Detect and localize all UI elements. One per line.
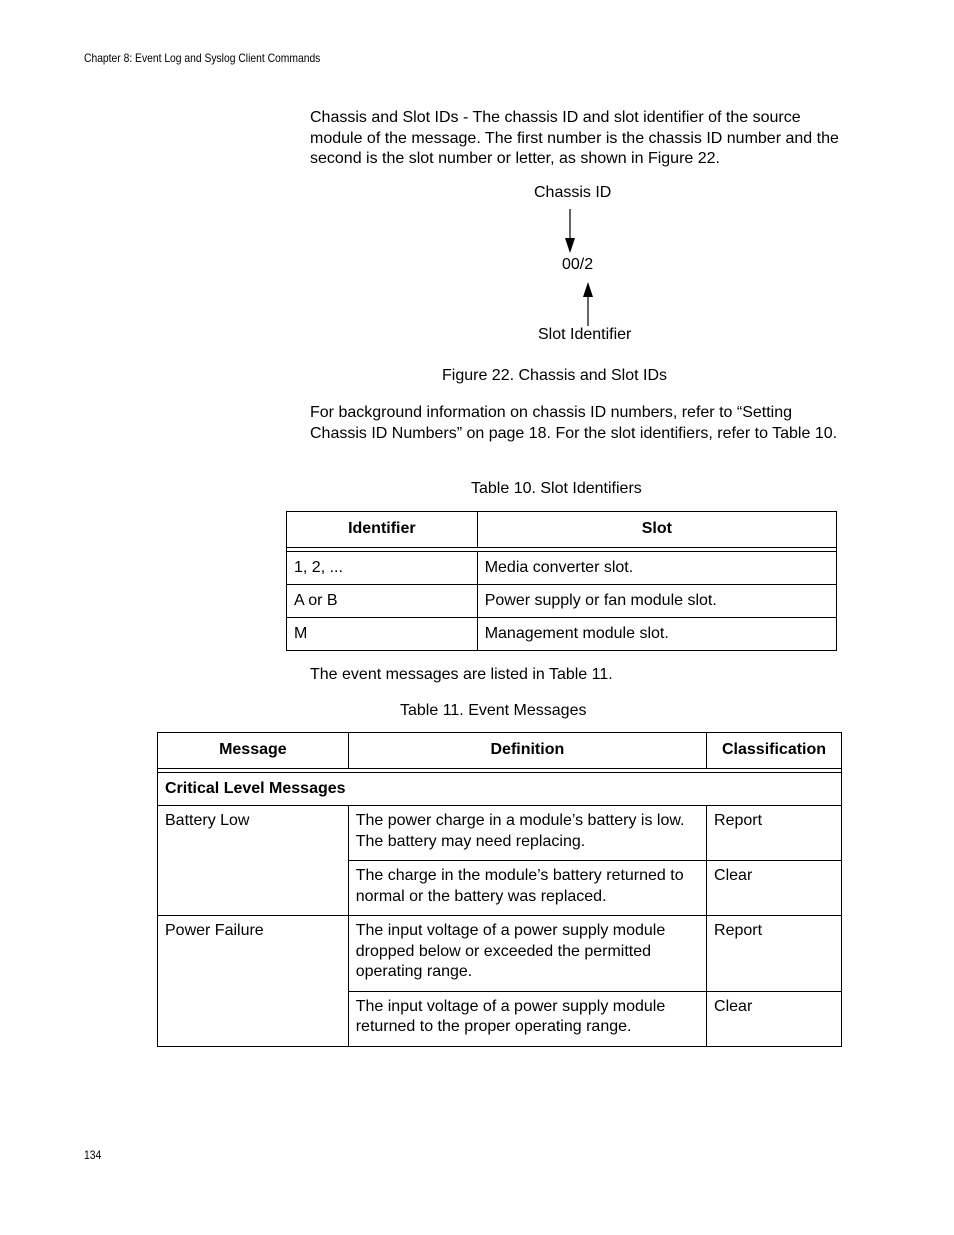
table11-header-definition: Definition xyxy=(348,733,706,769)
event-messages-table xyxy=(157,732,842,1047)
definition-cell: The power charge in a module’s battery is low. The battery may need replacing. xyxy=(348,806,706,861)
classification-cell: Clear xyxy=(707,991,842,1046)
table10-slot-cell: Power supply or fan module slot. xyxy=(477,585,836,618)
figure-caption: Figure 22. Chassis and Slot IDs xyxy=(442,367,667,384)
classification-cell: Report xyxy=(707,806,842,861)
definition-cell: The input voltage of a power supply module returned to the proper operating range. xyxy=(348,991,706,1046)
table10-slot-cell: Management module slot. xyxy=(477,618,836,651)
definition-cell: The charge in the module’s battery returned to normal or the battery was replaced. xyxy=(348,861,706,916)
figure-slot-identifier-label: Slot Identifier xyxy=(538,326,632,343)
classification-cell: Report xyxy=(707,916,842,992)
arrow-down-head xyxy=(565,238,575,253)
table11-caption: Table 11. Event Messages xyxy=(400,702,587,719)
arrow-up-head xyxy=(583,282,593,297)
table10-header-identifier: Identifier xyxy=(287,512,478,548)
table10-slot-cell: Media converter slot. xyxy=(477,552,836,585)
page-number: 134 xyxy=(84,1148,102,1162)
table-row xyxy=(287,618,837,651)
table10-caption: Table 10. Slot Identifiers xyxy=(471,480,642,497)
definition-cell: The input voltage of a power supply module dropped below or exceeded the permitted operating range. xyxy=(348,916,706,992)
message-cell: Battery Low xyxy=(158,806,349,916)
section-row xyxy=(158,773,842,806)
intro-paragraph: Chassis and Slot IDs - The chassis ID and slot identifier of the source module of the message. The first number is the chassis ID number and the second is the slot number or letter, as shown in Figure 22. xyxy=(310,109,839,167)
table-row xyxy=(287,552,837,585)
background-paragraph: For background information on chassis ID numbers, refer to “Setting Chassis ID Numbers” on page 18. For the slot identifiers, refer to Table 10. xyxy=(310,404,838,442)
table10-identifier-cell: M xyxy=(287,618,478,651)
figure-id-value: 00/2 xyxy=(562,256,594,273)
table10-identifier-cell: A or B xyxy=(287,585,478,618)
table-row xyxy=(158,806,842,861)
table-row xyxy=(287,585,837,618)
section-critical-level: Critical Level Messages xyxy=(158,773,842,806)
table11-header-classification: Classification xyxy=(707,733,842,769)
table10-identifier-cell: 1, 2, ... xyxy=(287,552,478,585)
message-cell: Power Failure xyxy=(158,916,349,1047)
table-row xyxy=(158,916,842,992)
running-header: Chapter 8: Event Log and Syslog Client Commands xyxy=(84,51,321,65)
slot-identifiers-table xyxy=(286,511,837,651)
table10-header-slot: Slot xyxy=(477,512,836,548)
table11-header-message: Message xyxy=(158,733,349,769)
figure-chassis-id-label: Chassis ID xyxy=(534,184,612,201)
classification-cell: Clear xyxy=(707,861,842,916)
events-paragraph: The event messages are listed in Table 11. xyxy=(310,666,613,683)
